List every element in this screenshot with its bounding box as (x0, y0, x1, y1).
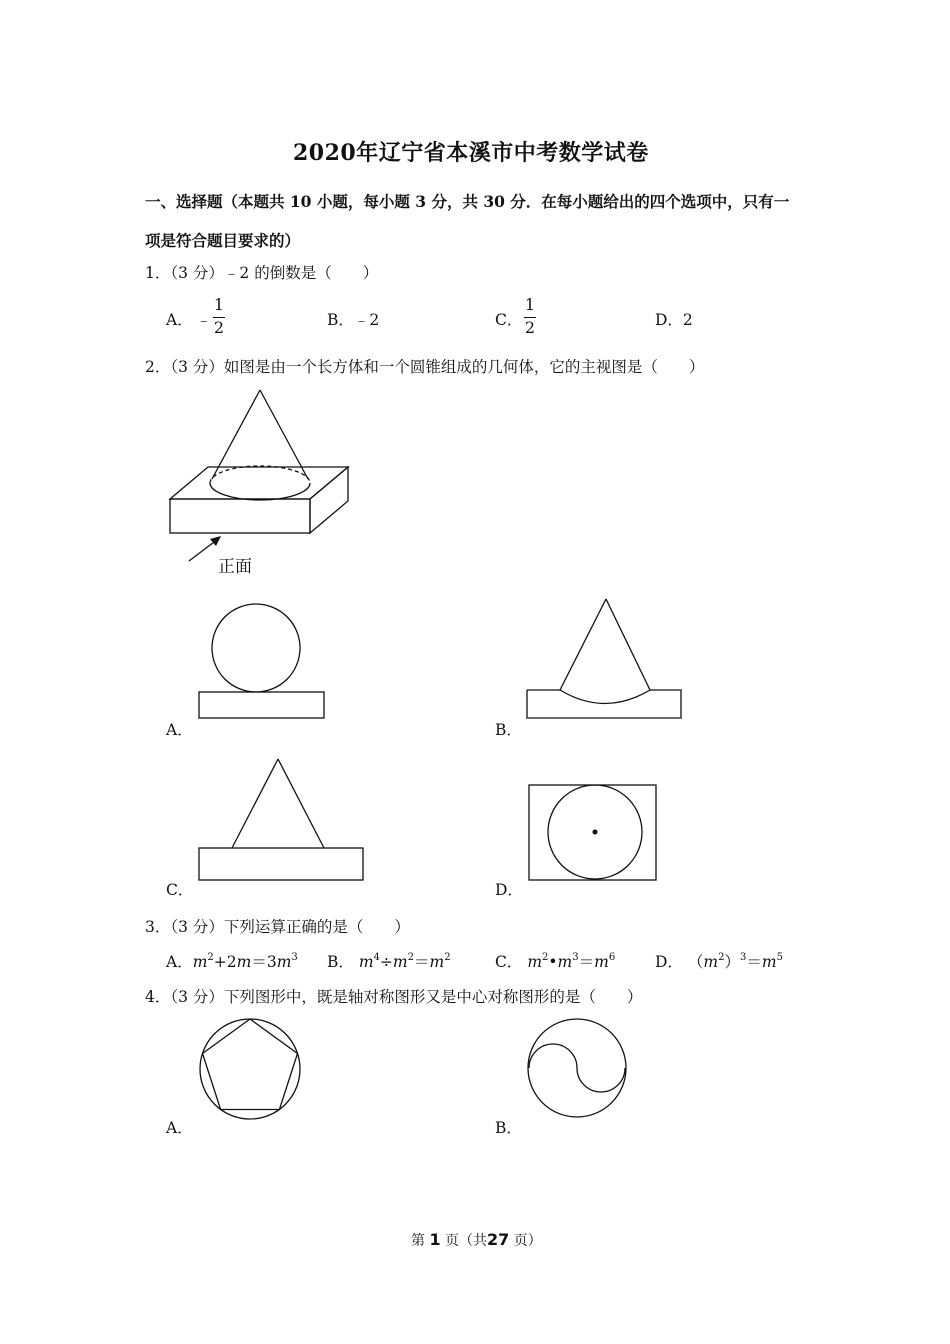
q2-option-a-label: A． (166, 721, 193, 739)
q1-option-a-numerator: 1 (213, 295, 225, 314)
footer-total-pages: 27 (487, 1230, 510, 1249)
q3-option-d-label: D． (655, 953, 683, 971)
q3-option-c: C． $m^2•m^3=m^6$ (495, 952, 616, 971)
page-title: 2020年辽宁省本溪市中考数学试卷 (293, 140, 649, 166)
q1-option-b: B．﹣2 (327, 311, 380, 329)
cone-on-box-figure (160, 385, 360, 580)
q3-option-a-label: A． (166, 953, 193, 971)
q2-option-d-figure (525, 780, 665, 885)
q2-option-b-label: B． (495, 721, 522, 739)
q4-option-a-figure (195, 1015, 307, 1125)
section-heading-line1: 一、选择题（本题共 10 小题，每小题 3 分，共 30 分．在每小题给出的四个选项中，只有一 (145, 192, 790, 211)
q4-stem: 4．（3 分）下列图形中，既是轴对称图形又是中心对称图形的是（ ） (145, 988, 643, 1006)
page-footer (411, 1230, 542, 1250)
q2-option-a-figure (195, 600, 330, 725)
q1-option-a-label: A． (166, 311, 193, 329)
footer-page-number: 1 (429, 1230, 441, 1249)
q2-option-c-label: C． (166, 881, 194, 899)
q1-option-a-sign: ﹣ (196, 311, 212, 329)
q1-option-c-numerator: 1 (524, 295, 536, 314)
section-heading-line2: 项是符合题目要求的） (145, 231, 301, 250)
q1-stem: 1．（3 分）﹣2 的倒数是（ ） (145, 264, 379, 282)
q1-option-c-label: C． (495, 311, 523, 329)
q4-option-a-label: A． (166, 1119, 193, 1137)
q3-option-b-label: B． (327, 953, 354, 971)
front-view-label: 正面 (218, 557, 252, 577)
q4-option-b-label: B． (495, 1119, 522, 1137)
q3-option-d: D． $(m^2)^3=m^5$ (655, 952, 783, 971)
q2-option-b-figure (522, 595, 687, 725)
q2-option-c-figure (195, 755, 370, 885)
q3-option-a: A．$m^2+2m=3m^3$ (166, 952, 298, 971)
footer-suffix: 页） (513, 1233, 542, 1249)
q1-option-d: D．2 (655, 311, 693, 329)
footer-middle: 页（共 (445, 1233, 488, 1249)
q3-stem: 3．（3 分）下列运算正确的是（ ） (145, 918, 410, 936)
q1-option-a-denominator: 2 (213, 318, 225, 337)
q3-option-c-label: C． (495, 953, 523, 971)
q3-option-b: B． $m^4\div m^2=m^2$ (327, 952, 451, 971)
q4-option-b-figure (525, 1017, 630, 1122)
q2-stem: 2．（3 分）如图是由一个长方体和一个圆锥组成的几何体，它的主视图是（ ） (145, 358, 705, 376)
q1-option-c-denominator: 2 (524, 318, 536, 337)
q2-option-d-label: D． (495, 881, 523, 899)
footer-prefix: 第 (411, 1233, 425, 1249)
